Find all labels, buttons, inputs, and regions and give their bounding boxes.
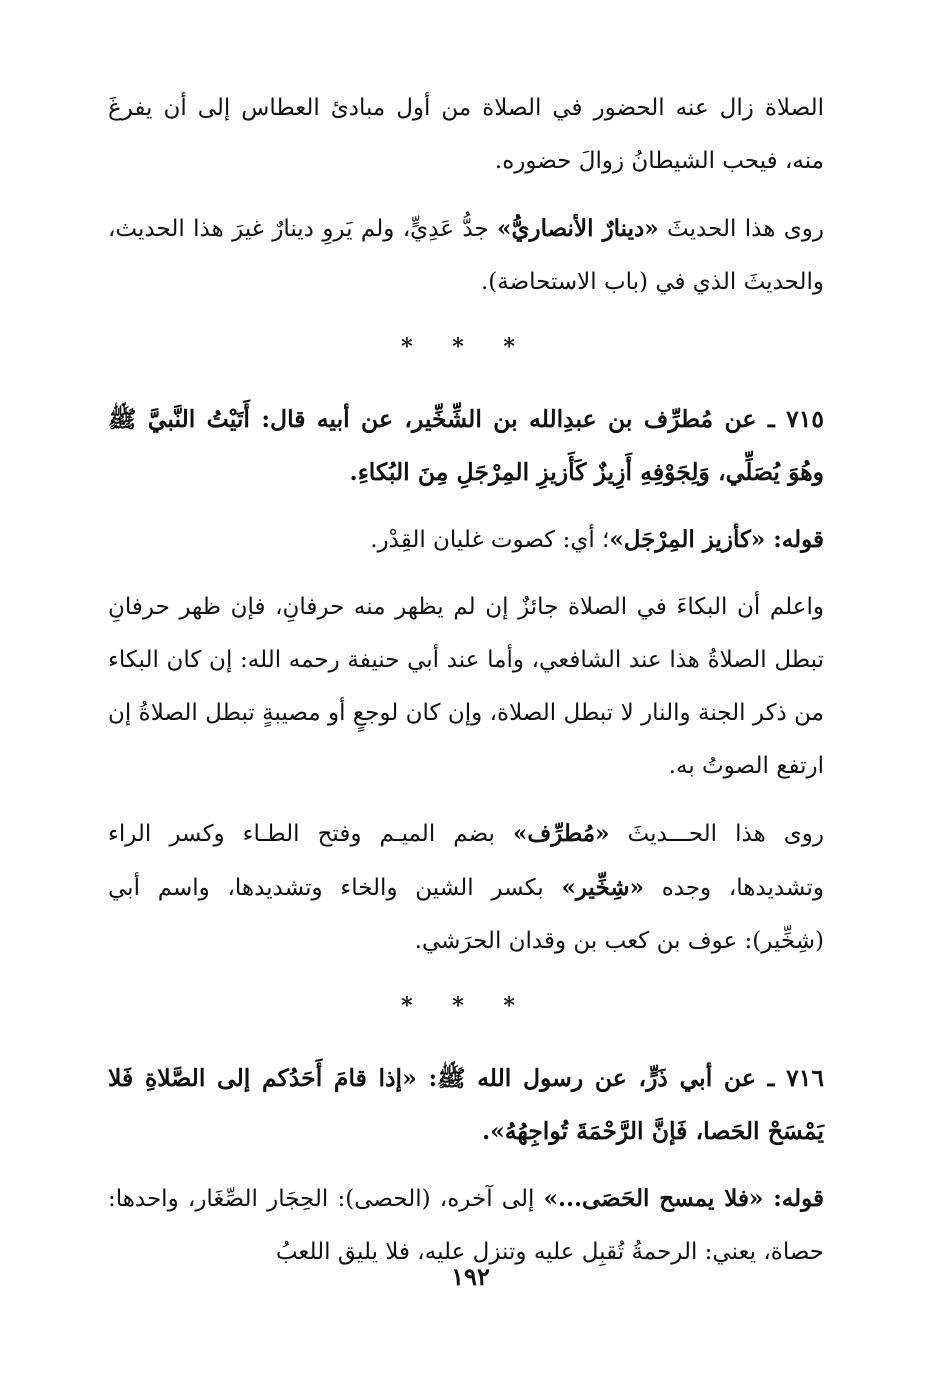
narration-paragraph-715 bbox=[108, 807, 824, 968]
commentary-quote: قوله: «كأزيز المِرْجَل» bbox=[609, 526, 824, 553]
hadith-number: ٧١٦ ـ bbox=[767, 1064, 824, 1092]
narrator-name: «مُطرِّف» bbox=[513, 820, 610, 847]
explanation-paragraph-715 bbox=[108, 581, 824, 793]
paragraph-text: روى هذا الحديثَ bbox=[658, 216, 824, 242]
paragraph-text: جدُّ عَدِيٍّ، ولم يَروِ دينارٌ غيرَ هذا الحديث، والحديثَ الذي في (باب الاستحاضة). bbox=[108, 216, 824, 295]
commentary-text: ؛ أي: كصوت غليان القِدْر. bbox=[370, 527, 610, 553]
commentary-quote: قوله: «فلا يمسح الحَصَى...» bbox=[543, 1185, 824, 1212]
hadith-text: عن مُطرِّف بن عبدِالله بن الشِّخِّير، عن أبيه قال: أَتَيْتُ النَّبيَّ ﷺ وهُوَ يُصَلِّي، وَلِجَوْفِهِ أَزِيزٌ كَأَزيزِ المِرْجَلِ مِنَ البُكاءِ. bbox=[108, 405, 824, 486]
narrator-name: «شِخِّير» bbox=[561, 874, 644, 901]
hadith-text: عن أبي ذَرٍّ، عن رسول الله ﷺ: «إذا قامَ أَحَدُكم إلى الصَّلاةِ فَلا يَمْسَحْ الحَصا، فَإنَّ الرَّحْمَةَ تُواجِهُهُ». bbox=[108, 1064, 824, 1145]
paragraph-text: بكسر الشين والخاء وتشديدها، واسم أبي (شِخِّير): عوف بن كعب بن وقدان الحرَشي. bbox=[108, 875, 824, 954]
paragraph-text: الصلاة زال عنه الحضور في الصلاة من أول مبادئ العطاس إلى أن يفرغَ منه، فيحب الشيطانُ زوالَ حضوره. bbox=[108, 95, 824, 174]
paragraph-text: بضم الميـم وفتح الطـاء وكسر الراء وتشديدها، وجده bbox=[108, 821, 825, 901]
hadith-715 bbox=[108, 393, 824, 499]
narrator-name: «دينارٌ الأنصاريُّ» bbox=[497, 215, 659, 242]
page-body bbox=[108, 82, 824, 1279]
paragraph-text: واعلم أن البكاءَ في الصلاة جائزٌ إن لم يظهر منه حرفانِ، فإن ظهر حرفانِ تبطل الصلاةُ هذا عند الشافعي، وأما عند أبي حنيفة رحمه الله: إن كان البكاء من ذكر الجنة والنار لا تبطل الصلاة، وإن كان لوجعٍ أو مصيبةٍ تبطل الصلاةُ إن ارتفع الصوتُ به. bbox=[108, 594, 824, 779]
commentary-text: إلى آخره، (الحصى): الحِجَار الصِّغَار، واحدها: حصاة، يعني: الرحمةُ تُقبِل عليه وتنزل عليه، فلا يليق اللعبُ bbox=[108, 1186, 824, 1265]
page-number: ١٩٢ bbox=[451, 1262, 490, 1291]
hadith-716 bbox=[108, 1052, 824, 1158]
paragraph-text: روى هذا الحـــديثَ bbox=[609, 821, 824, 847]
section-separator: * * * bbox=[401, 334, 531, 360]
hadith-number: ٧١٥ ـ bbox=[767, 405, 824, 433]
narration-paragraph-dinar bbox=[108, 202, 824, 309]
section-separator: * * * bbox=[401, 993, 531, 1019]
text-paragraph-continuation bbox=[108, 82, 824, 188]
commentary-715 bbox=[108, 513, 824, 567]
